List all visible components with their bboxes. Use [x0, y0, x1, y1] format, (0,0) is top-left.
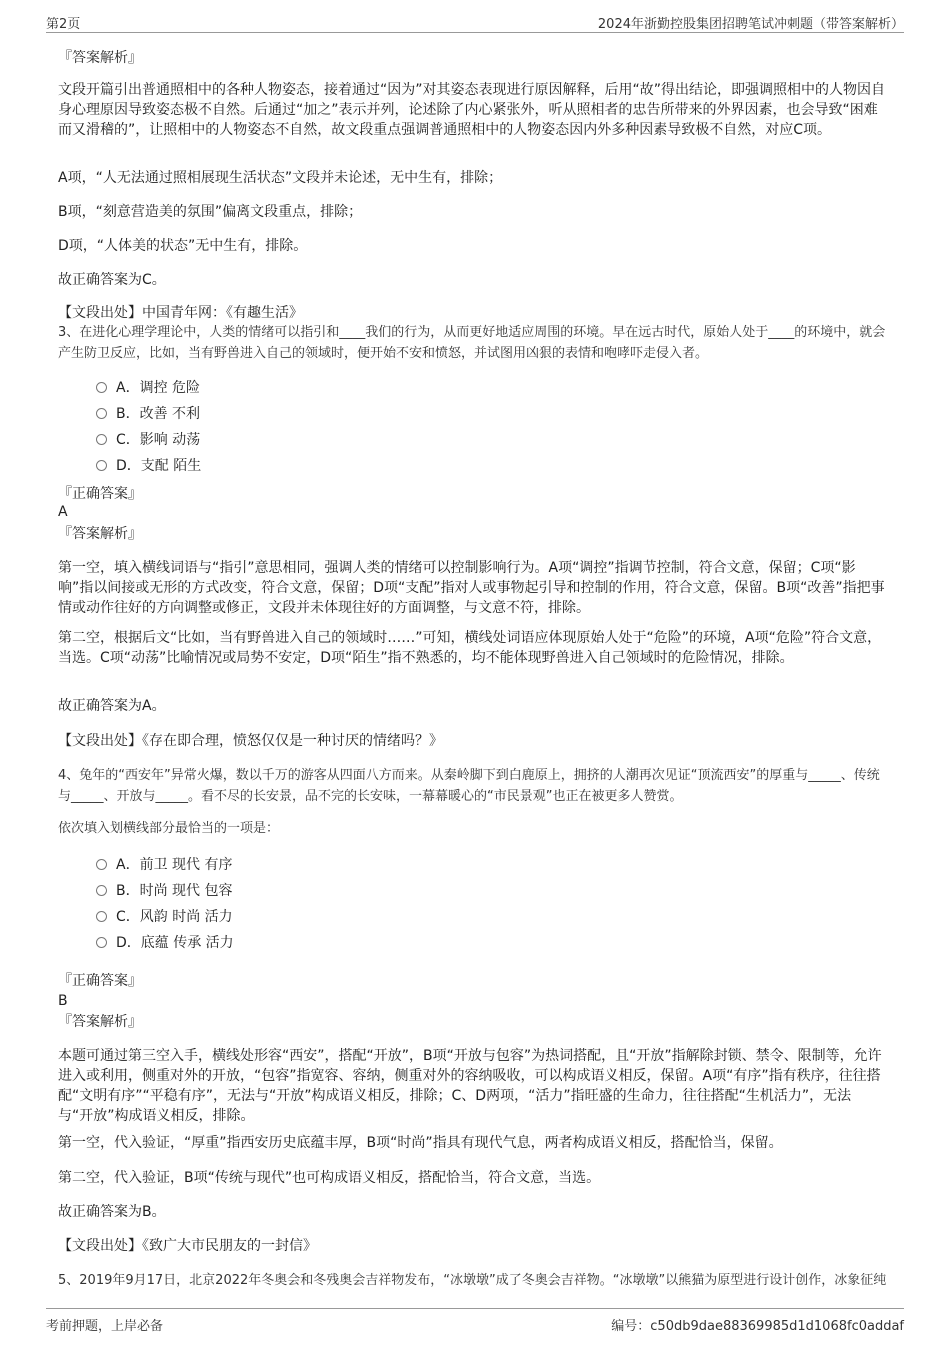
page-header	[46, 10, 904, 33]
radio-icon[interactable]	[96, 460, 107, 471]
question-4-text: 4、兔年的“西安年”异常火爆，数以千万的游客从四面八方而来。从秦岭脚下到白鹿原上，拥挤的人潮再次见证“顶流西安”的厚重与_____、传统与_____、开放与_____。看不尽的长安景，品不完的长安味，一幕幕暖心的“市民景观”也正在被更多人赞赏。	[58, 768, 880, 804]
q4-option-a[interactable]: A．前卫 现代 有序	[96, 855, 232, 875]
q4-analysis-paragraph-3: 第二空，代入验证，B项“传统与现代”也可构成语义相反，搭配恰当，符合文意，当选。	[58, 1170, 601, 1186]
question-3-text: 3、在进化心理学理论中，人类的情绪可以指引和____我们的行为，从而更好地适应周围的环境。早在远古时代，原始人处于____的环境中，就会产生防卫反应，比如，当有野兽进入自己的领域时，便开始不安和愤怒，并试图用凶狠的表情和咆哮吓走侵入者。	[58, 325, 886, 361]
passage-source: 【文段出处】中国青年网：《有趣生活》	[58, 305, 303, 321]
passage-source: 【文段出处】《致广大市民朋友的一封信》	[58, 1238, 317, 1254]
analysis-label: 『答案解析』	[58, 50, 142, 66]
correct-answer-label: 『正确答案』	[58, 973, 142, 989]
q4-analysis-paragraph-2: 第一空，代入验证，“厚重”指西安历史底蕴丰厚，B项“时尚”指具有现代气息，两者构成语义相反，搭配恰当，保留。	[58, 1135, 783, 1151]
passage-source: 【文段出处】《存在即合理，愤怒仅仅是一种讨厌的情绪吗？》	[58, 733, 443, 749]
q3-analysis-paragraph-1: 第一空，填入横线词语与“指引”意思相同，强调人类的情绪可以控制影响行为。A项“调控”指调节控制，符合文意，保留；C项“影响”指以间接或无形的方式改变，符合文意，保留；D项“支配”指对人或事物起引导和控制的作用，符合文意，保留。B项“改善”指把事情或动作往好的方向调整或修正，文段并未体现往好的方面调整，与文意不符，排除。	[58, 560, 885, 616]
q3-option-c[interactable]: C．影响 动荡	[96, 430, 200, 450]
radio-icon[interactable]	[96, 885, 107, 896]
page-footer	[46, 1308, 904, 1335]
analysis-label: 『答案解析』	[58, 1014, 142, 1030]
q4-option-b[interactable]: B．时尚 现代 包容	[96, 881, 233, 901]
answer-conclusion: 故正确答案为A。	[58, 698, 166, 714]
q3-option-d[interactable]: D．支配 陌生	[96, 456, 201, 476]
answer-conclusion: 故正确答案为C。	[58, 272, 166, 288]
correct-answer: A	[58, 504, 68, 520]
analysis-option-b: B项，“刻意营造美的氛围”偏离文段重点，排除；	[58, 204, 363, 220]
question-5-text: 5、2019年9月17日，北京2022年冬奥会和冬残奥会吉祥物发布，“冰墩墩”成了冬奥会吉祥物。“冰墩墩”以熊猫为原型进行设计创作，冰象征纯	[58, 1273, 887, 1288]
radio-icon[interactable]	[96, 382, 107, 393]
q3-option-a[interactable]: A．调控 危险	[96, 378, 200, 398]
q3-option-b[interactable]: B．改善 不利	[96, 404, 200, 424]
analysis-label: 『答案解析』	[58, 526, 142, 542]
correct-answer-label: 『正确答案』	[58, 486, 142, 502]
document-code: 编号：c50db9dae88369985d1d1068fc0addaf	[611, 1319, 904, 1334]
q4-analysis-paragraph-1: 本题可通过第三空入手，横线处形容“西安”，搭配“开放”，B项“开放与包容”为热词搭配，且“开放”指解除封锁、禁令、限制等，允许进入或利用，侧重对外的开放，“包容”指宽容、容纳，侧重对外的容纳吸收，可以构成语义相反，保留。A项“有序”指有秩序，往往搭配“文明有序”“平稳有序”，无法与“开放”构成语义相反，排除；C、D两项，“活力”指旺盛的生命力，往往搭配“生机活力”，无法与“开放”构成语义相反，排除。	[58, 1048, 882, 1124]
q3-analysis-paragraph-2: 第二空，根据后文“比如，当有野兽进入自己的领域时……”可知，横线处词语应体现原始人处于“危险”的环境，A项“危险”符合文意，当选。C项“动荡”比喻情况或局势不安定，D项“陌生”指不熟悉的，均不能体现野兽进入自己领域时的危险情况，排除。	[58, 630, 882, 666]
analysis-option-a: A项，“人无法通过照相展现生活状态”文段并未论述，无中生有，排除；	[58, 170, 503, 186]
analysis-option-d: D项，“人体美的状态”无中生有，排除。	[58, 238, 308, 254]
page-number: 第2页	[46, 17, 81, 32]
analysis-paragraph: 文段开篇引出普通照相中的各种人物姿态，接着通过“因为”对其姿态表现进行原因解释，后用“故”得出结论，即强调照相中的人物因自身心理原因导致姿态极不自然。后通过“加之”表示并列，论述除了内心紧张外，听从照相者的忠告所带来的外界因素，也会导致“困难而又滑稽的”，让照相中的人物姿态不自然，故文段重点强调普通照相中的人物姿态因内外多种因素导致极不自然，对应C项。	[58, 82, 886, 138]
radio-icon[interactable]	[96, 408, 107, 419]
radio-icon[interactable]	[96, 911, 107, 922]
q4-option-d[interactable]: D．底蕴 传承 活力	[96, 933, 234, 953]
radio-icon[interactable]	[96, 434, 107, 445]
correct-answer: B	[58, 993, 68, 1009]
answer-conclusion: 故正确答案为B。	[58, 1204, 166, 1220]
radio-icon[interactable]	[96, 937, 107, 948]
q4-option-c[interactable]: C．风韵 时尚 活力	[96, 907, 233, 927]
question-4-prompt: 依次填入划横线部分最恰当的一项是：	[58, 821, 280, 836]
radio-icon[interactable]	[96, 859, 107, 870]
document-title: 2024年浙勤控股集团招聘笔试冲刺题（带答案解析）	[597, 17, 904, 32]
footer-slogan: 考前押题，上岸必备	[46, 1319, 164, 1334]
